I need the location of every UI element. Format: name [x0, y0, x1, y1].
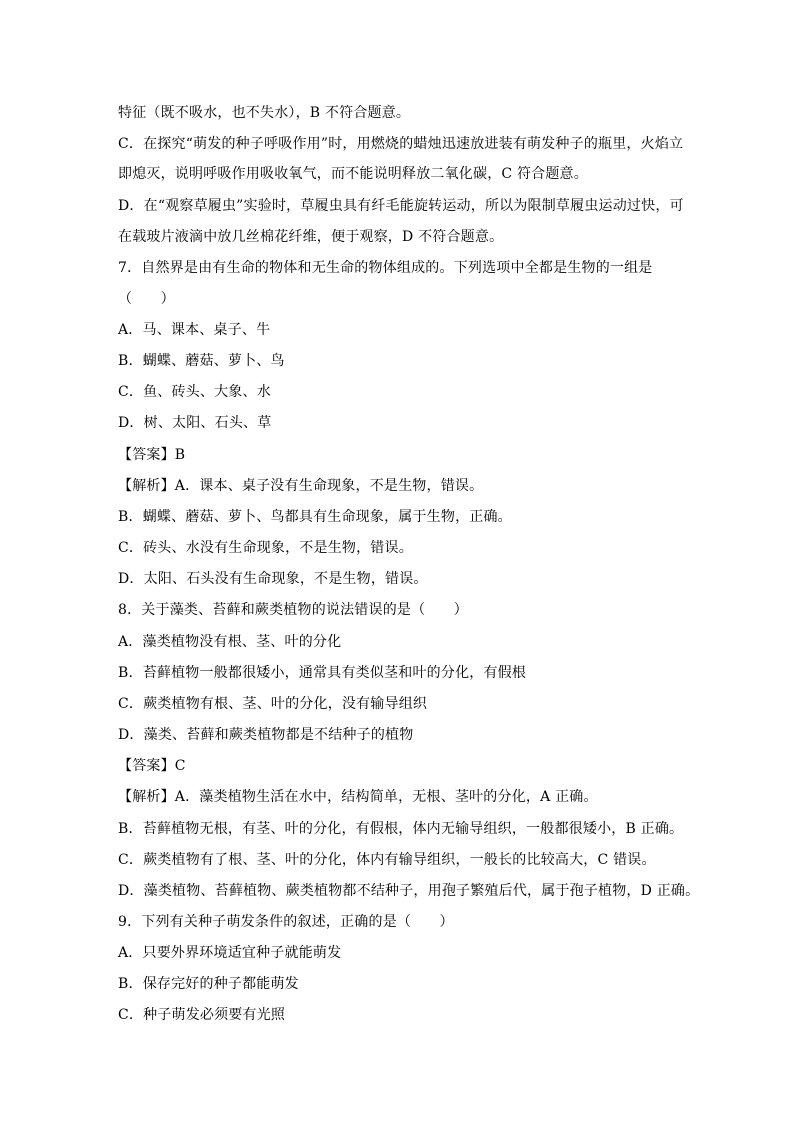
text-line: 即熄灭，说明呼吸作用吸收氧气，而不能说明释放二氧化碳，C 符合题意。: [118, 166, 588, 182]
option-a: A．藻类植物没有根、茎、叶的分化: [118, 634, 342, 650]
option-c: C．鱼、砖头、大象、水: [118, 384, 271, 400]
option-a: A．马、课本、桌子、牛: [118, 322, 271, 338]
text-line: D．在“观察草履虫”实验时，草履虫具有纤毛能旋转运动，所以为限制草履虫运动过快，可: [118, 198, 684, 214]
question-9: 9．下列有关种子萌发条件的叙述，正确的是（ ）: [118, 914, 454, 930]
question-7: 7．自然界是由有生命的物体和无生命的物体组成的。下列选项中全都是生物的一组是: [118, 260, 653, 276]
text-line: C．砖头、水没有生命现象，不是生物，错误。: [118, 540, 413, 556]
option-d: D．藻类、苔藓和蕨类植物都是不结种子的植物: [118, 727, 414, 743]
text-line: D．太阳、石头没有生命现象，不是生物，错误。: [118, 571, 428, 587]
text-line: C．在探究“萌发的种子呼吸作用”时，用燃烧的蜡烛迅速放进装有萌发种子的瓶里，火焰立: [118, 136, 684, 152]
option-c: C．种子萌发必须要有光照: [118, 1007, 286, 1023]
text-line: C．蕨类植物有了根、茎、叶的分化，体内有输导组织，一般长的比较高大，C 错误。: [118, 852, 656, 868]
text-line: B．苔藓植物无根，有茎、叶的分化，有假根，体内无输导组织，一般都很矮小，B 正确。: [118, 821, 684, 837]
text-line: D．藻类植物、苔藓植物、蕨类植物都不结种子，用孢子繁殖后代，属于孢子植物，D 正确。: [118, 883, 700, 899]
option-d: D．树、太阳、石头、草: [118, 415, 272, 431]
answer: 【答案】C: [118, 758, 186, 774]
question-8: 8．关于藻类、苔藓和蕨类植物的说法错误的是（ ）: [118, 602, 468, 618]
text-line: 在载玻片液滴中放几丝棉花纤维，便于观察，D 不符合题意。: [118, 229, 504, 245]
analysis: 【解析】A．课本、桌子没有生命现象，不是生物，错误。: [118, 478, 484, 494]
text-line: B．蝴蝶、蘑菇、萝卜、鸟都具有生命现象，属于生物，正确。: [118, 509, 512, 525]
option-b: B．保存完好的种子都能萌发: [118, 976, 299, 992]
option-c: C．蕨类植物有根、茎、叶的分化，没有输导组织: [118, 696, 428, 712]
option-a: A．只要外界环境适宜种子就能萌发: [118, 945, 342, 961]
text-line: 特征（既不吸水，也不失水），B 不符合题意。: [118, 105, 411, 121]
analysis: 【解析】A．藻类植物生活在水中，结构简单，无根、茎叶的分化，A 正确。: [118, 789, 598, 805]
answer-blank: （ ）: [118, 291, 175, 307]
answer: 【答案】B: [118, 447, 186, 463]
option-b: B．苔藓植物一般都很矮小，通常具有类似茎和叶的分化，有假根: [118, 665, 527, 681]
option-b: B．蝴蝶、蘑菇、萝卜、鸟: [118, 353, 285, 369]
